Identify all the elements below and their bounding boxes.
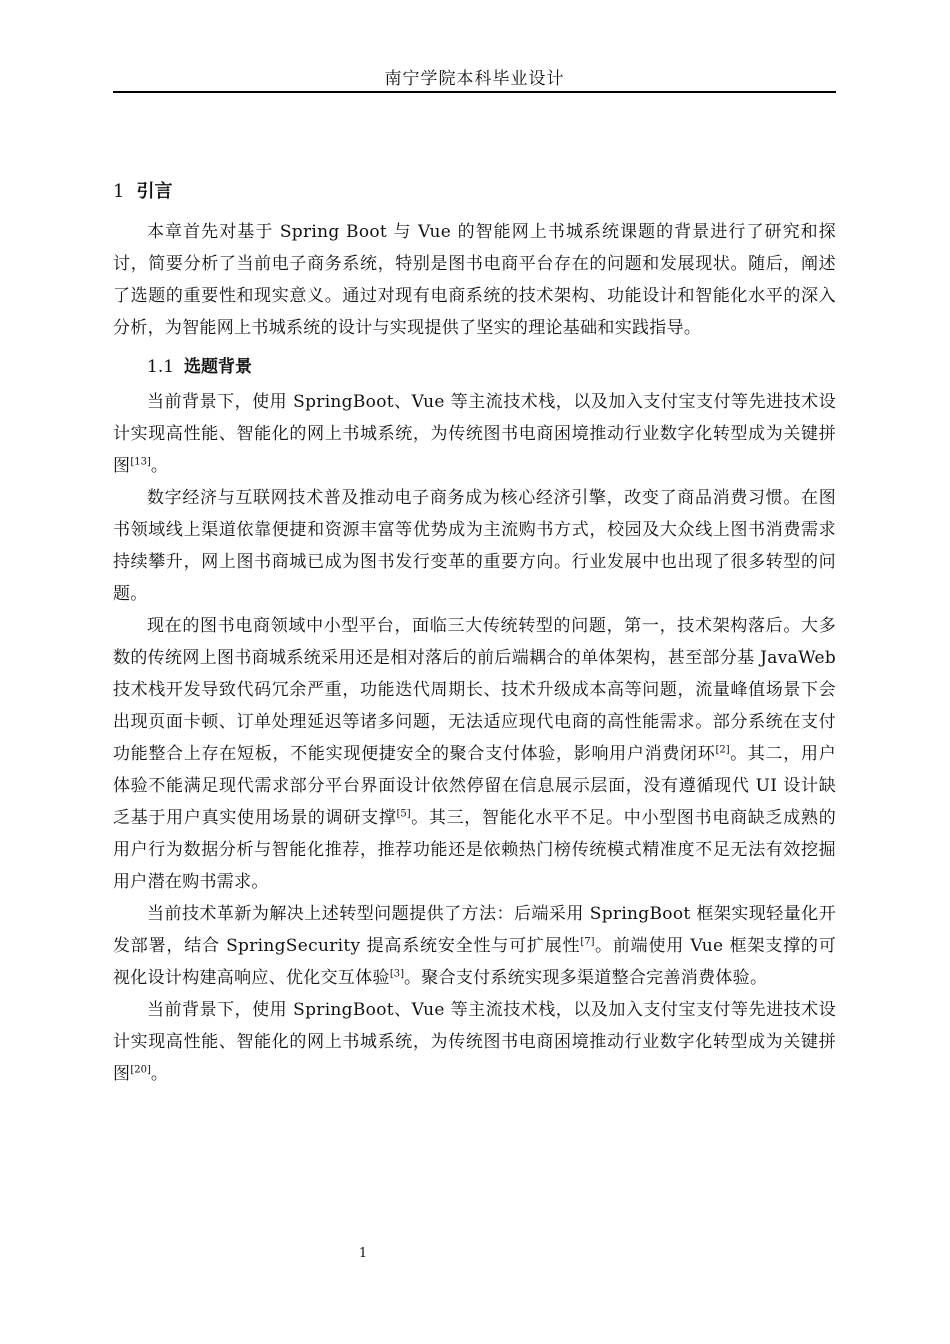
- paragraph-text: 。其三，智能化水平不足。中小型图书电商缺乏成熟的用户行为数据分析与智能化推荐，推荐功能还是依赖热门榜传统模式精准度不足无法有效挖掘用户潜在购书需求。: [113, 808, 836, 892]
- chapter-title: 引言: [136, 181, 173, 202]
- paragraph-text: 。其二，用户体验不能满足现代需求部分平台界面设计依然停留在信息展示层面，没有遵循现代 UI 设计缺乏基于用户真实使用场景的调研支撑: [113, 744, 836, 828]
- paragraph-text: 现在的图书电商领域中小型平台，面临三大传统转型的问题，第一，技术架构落后。大多数的传统网上图书商城系统采用还是相对落后的前后端耦合的单体架构，甚至部分基 JavaWeb 技术栈开发导致代码冗余严重，功能迭代周期长、技术升级成本高等问题，流量峰值场景下会出现页面卡顿、订单处理延迟等诸多问题，无法适应现代电商的高性能需求。部分系统在支付功能整合上存在短板，不能实现便捷安全的聚合支付体验，影响用户消费闭环: [113, 616, 836, 764]
- running-header: 南宁学院本科毕业设计: [384, 69, 565, 89]
- paragraph-text: 当前背景下，使用 SpringBoot、Vue 等主流技术栈，以及加入支付宝支付等先进技术设计实现高性能、智能化的网上书城系统，为传统图书电商困境推动行业数字化转型成为关键拼图: [113, 392, 836, 476]
- section-title: 选题背景: [184, 357, 253, 377]
- page-content: [113, 176, 836, 1090]
- citation-marker: [2]: [715, 744, 730, 756]
- section-number: 1.1: [147, 357, 175, 377]
- citation-marker: [7]: [580, 936, 595, 948]
- header-rule: [113, 91, 836, 93]
- paragraph-text: 。聚合支付系统实现多渠道整合完善消费体验。: [403, 968, 768, 988]
- paragraph-text: 当前技术革新为解决上述转型问题提供了方法：后端采用 SpringBoot 框架实现轻量化开发部署，结合 SpringSecurity 提高系统安全性与可扩展性: [113, 904, 836, 956]
- citation-marker: [3]: [389, 968, 404, 980]
- chapter-number: 1: [113, 181, 125, 202]
- body-paragraph-3: [113, 610, 836, 898]
- intro-paragraph: 本章首先对基于 Spring Boot 与 Vue 的智能网上书城系统课题的背景进行了研究和探讨，简要分析了当前电子商务系统，特别是图书电商平台存在的问题和发展现状。随后，阐述了选题的重要性和现实意义。通过对现有电商系统的技术架构、功能设计和智能化水平的深入分析，为智能网上书城系统的设计与实现提供了坚实的理论基础和实践指导。: [113, 222, 836, 338]
- paragraph-text: 数字经济与互联网技术普及推动电子商务成为核心经济引擎，改变了商品消费习惯。在图书领域线上渠道依靠便捷和资源丰富等优势成为主流购书方式，校园及大众线上图书消费需求持续攀升，网上图书商城已成为图书发行变革的重要方向。行业发展中也出现了很多转型的问题。: [113, 488, 836, 604]
- section-heading: [147, 352, 836, 382]
- body-paragraph-2: [113, 482, 836, 610]
- body-paragraph-1: [113, 386, 836, 482]
- body-paragraph-4: [113, 898, 836, 994]
- paragraph-text: 当前背景下，使用 SpringBoot、Vue 等主流技术栈，以及加入支付宝支付等先进技术设计实现高性能、智能化的网上书城系统，为传统图书电商困境推动行业数字化转型成为关键拼图: [113, 1000, 836, 1084]
- citation-marker: [20]: [130, 1064, 151, 1076]
- paragraph-text: 。前端使用 Vue 框架支撑的可视化设计构建高响应、优化交互体验: [113, 936, 836, 988]
- citation-marker: [5]: [396, 808, 411, 820]
- page-number: 1: [358, 1246, 368, 1261]
- paragraph-text: 。: [150, 1064, 169, 1084]
- paragraph-text: 。: [150, 456, 169, 476]
- citation-marker: [13]: [130, 456, 151, 468]
- chapter-heading: [113, 176, 836, 208]
- body-paragraph-5: [113, 994, 836, 1090]
